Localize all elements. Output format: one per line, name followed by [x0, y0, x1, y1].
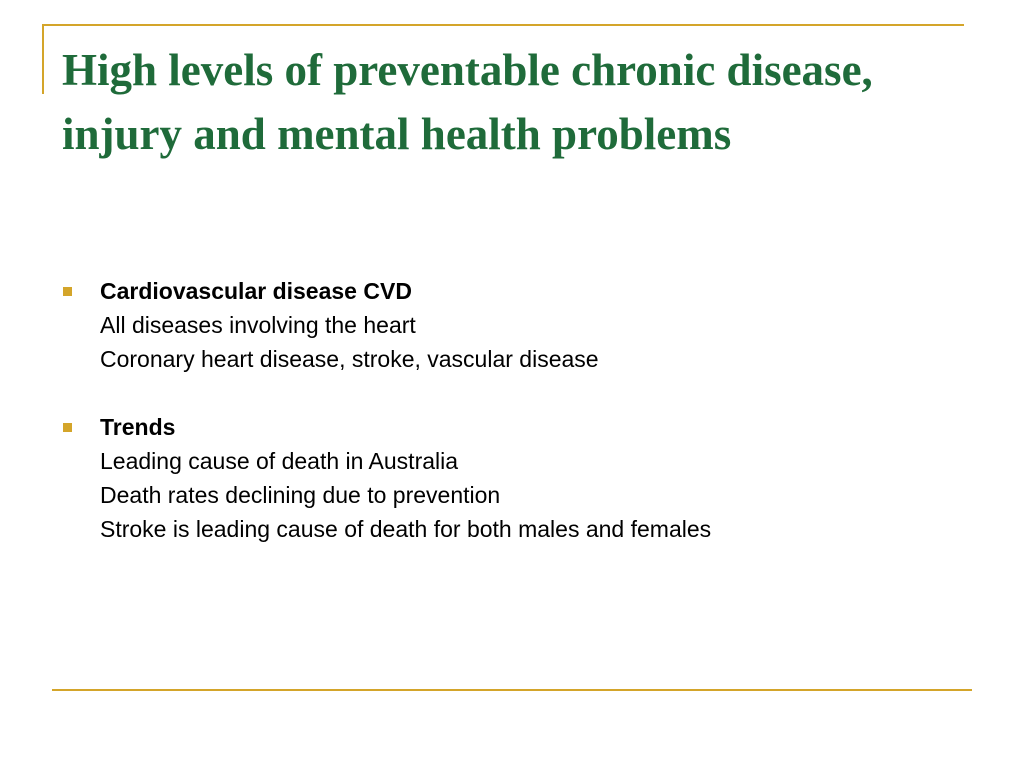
square-bullet-icon	[63, 287, 72, 296]
bullet-item-cvd	[62, 274, 962, 376]
bullet-line: Death rates declining due to prevention	[100, 482, 501, 508]
bullet-list	[62, 274, 962, 580]
bullet-heading: Cardiovascular disease CVD	[100, 278, 412, 304]
bullet-line: Leading cause of death in Australia	[100, 448, 459, 474]
frame-top-line	[42, 24, 964, 26]
bullet-line: Coronary heart disease, stroke, vascular disease	[100, 346, 599, 372]
slide-title: High levels of preventable chronic disease, injury and mental health problems	[62, 45, 873, 159]
bullet-line: All diseases involving the heart	[100, 312, 416, 338]
frame-bottom-line	[52, 689, 972, 691]
bullet-heading: Trends	[100, 414, 176, 440]
square-bullet-icon	[63, 423, 72, 432]
frame-left-line	[42, 24, 44, 94]
bullet-item-trends	[62, 410, 962, 546]
bullet-line: Stroke is leading cause of death for both males and females	[100, 516, 712, 542]
